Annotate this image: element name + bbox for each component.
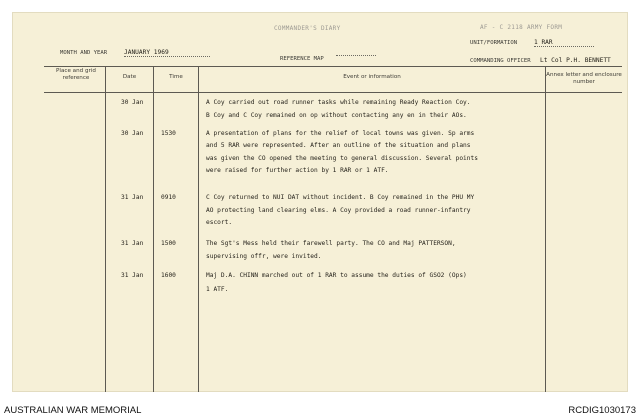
faded-header-right: AF - C 2118 ARMY FORM: [480, 24, 563, 31]
col-header-annex: Annex letter and enclosure number: [546, 72, 622, 85]
col-header-event: Event or information: [343, 74, 401, 80]
entry-date: 30 Jan: [121, 99, 144, 106]
entry-line: A presentation of plans for the relief of local towns was given. Sp arms: [206, 130, 475, 137]
archive-footer: [0, 403, 640, 419]
col-header-place: Place and grid reference: [56, 68, 96, 81]
entry-line: were raised for further action by 1 RAR or 1 ATF.: [206, 167, 389, 174]
unit-formation-label: UNIT/FORMATION: [470, 40, 518, 46]
reference-map-label: REFERENCE MAP: [280, 56, 324, 62]
faded-header-left: COMMANDER'S DIARY: [274, 25, 341, 32]
commanding-officer-value: Lt Col P.H. BENNETT: [540, 57, 611, 64]
entry-line: escort.: [206, 219, 233, 226]
commanding-officer-label: COMMANDING OFFICER: [470, 58, 531, 64]
entry-line: A Coy carried out road runner tasks while remaining Ready Reaction Coy.: [206, 99, 471, 106]
reference-map-value: [336, 55, 376, 56]
entry-date: 31 Jan: [121, 240, 144, 247]
unit-formation-value: 1 RAR: [534, 39, 594, 47]
entry-time: 1600: [161, 272, 176, 279]
entry-line: B Coy and C Coy remained on op without contacting any en in their AOs.: [206, 112, 467, 119]
month-year-value: JANUARY 1969: [124, 49, 210, 57]
footer-institution: AUSTRALIAN WAR MEMORIAL: [4, 405, 142, 416]
col-divider-date: [153, 66, 154, 392]
month-year-label: MONTH AND YEAR: [60, 50, 108, 56]
entry-line: C Coy returned to NUI DAT without incident. B Coy remained in the PHU MY: [206, 194, 475, 201]
entry-date: 31 Jan: [121, 272, 144, 279]
table-top-rule: [44, 66, 622, 67]
entry-line: supervising offr, were invited.: [206, 253, 322, 260]
col-header-time: Time: [169, 74, 183, 80]
entry-line: AO protecting land clearing elms. A Coy provided a road runner-infantry: [206, 207, 471, 214]
entry-line: Maj D.A. CHINN marched out of 1 RAR to assume the duties of GSO2 (Ops): [206, 272, 467, 279]
entry-line: was given the CO opened the meeting to general discussion. Several points: [206, 155, 478, 162]
col-header-date: Date: [122, 74, 137, 80]
entry-date: 30 Jan: [121, 130, 144, 137]
entry-time: 0910: [161, 194, 176, 201]
entry-line: 1 ATF.: [206, 286, 229, 293]
entry-date: 31 Jan: [121, 194, 144, 201]
col-divider-place: [105, 66, 106, 392]
footer-record-id: RCDIG1030173: [568, 405, 636, 416]
entry-time: 1530: [161, 130, 176, 137]
entry-line: and 5 RAR were represented. After an outline of the situation and plans: [206, 142, 471, 149]
col-divider-event: [545, 66, 546, 392]
col-divider-time: [198, 66, 199, 392]
table-header-rule: [44, 92, 622, 93]
entry-time: 1500: [161, 240, 176, 247]
entry-line: The Sgt's Mess held their farewell party. The CO and Maj PATTERSON,: [206, 240, 456, 247]
